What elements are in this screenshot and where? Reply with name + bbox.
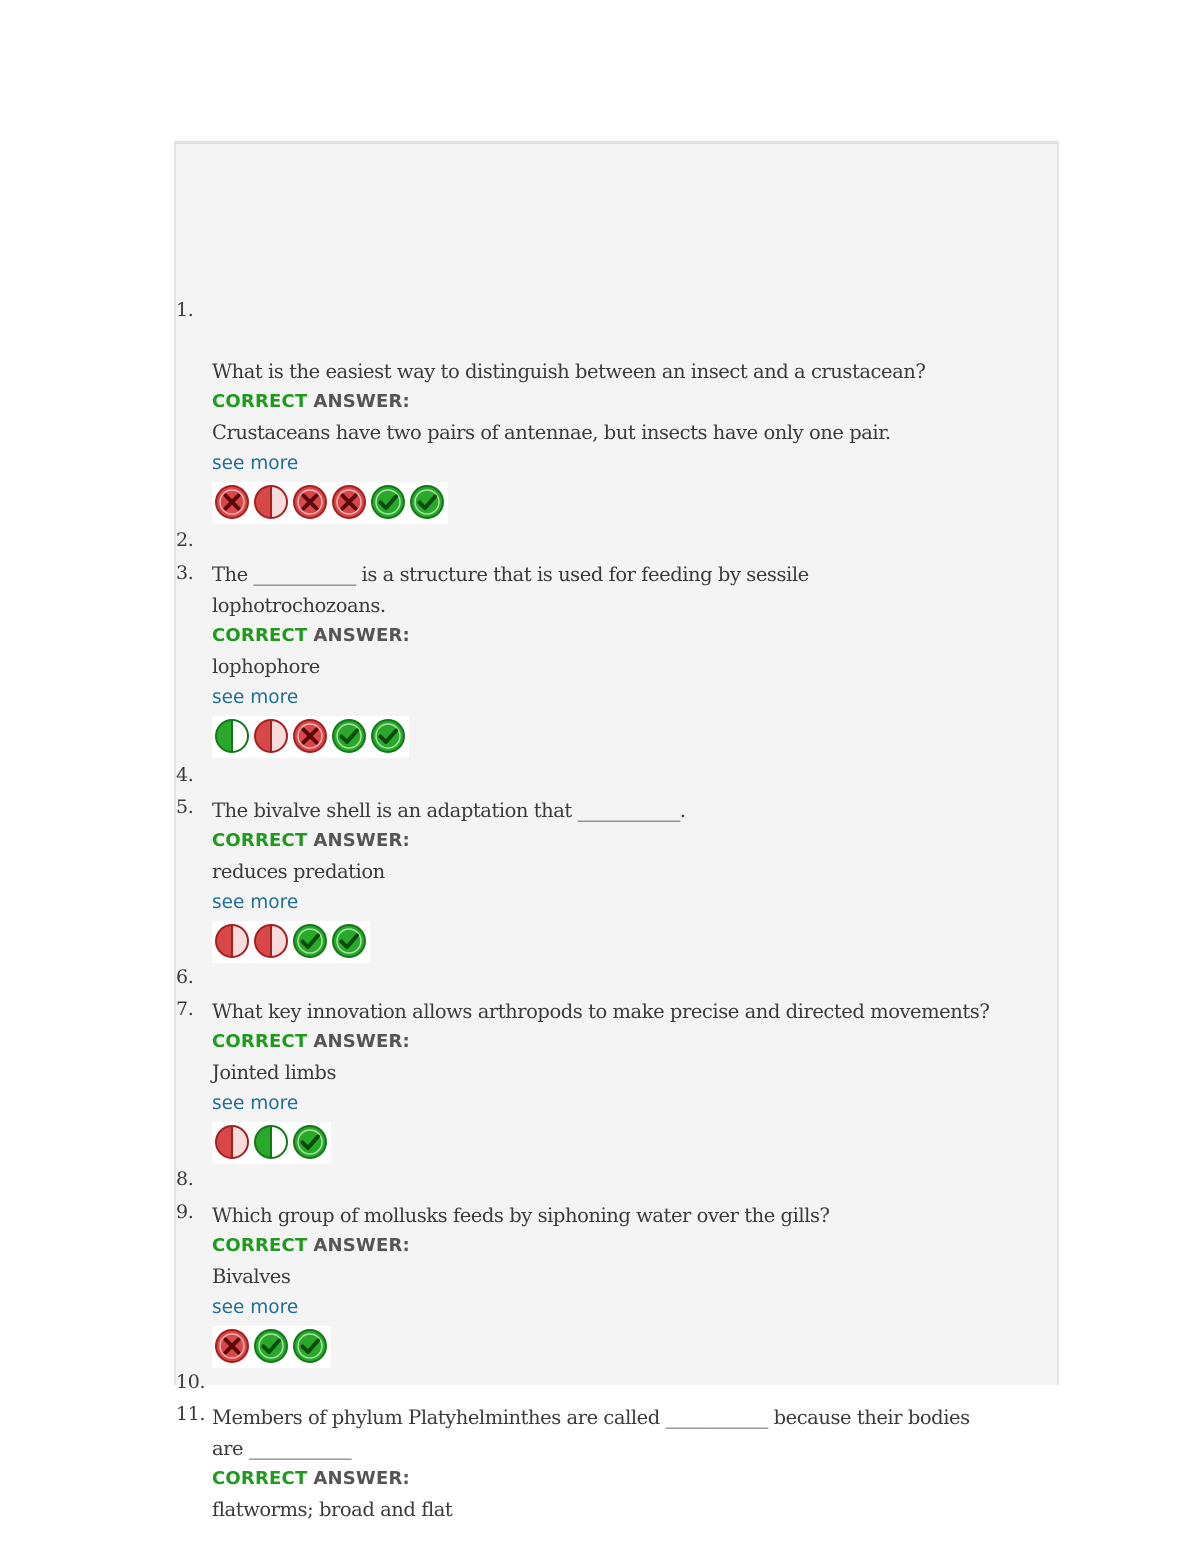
x-red-icon [331, 484, 367, 520]
correct-answer-label [212, 826, 1062, 856]
list-number: 3. [176, 562, 194, 584]
correct-label: CORRECT [212, 1235, 308, 1256]
x-red-icon [214, 484, 250, 520]
half-red-icon [253, 484, 289, 520]
correct-answer-label [212, 1231, 1062, 1261]
answer-text: reduces predation [212, 860, 385, 883]
answer-label: ANSWER: [313, 830, 410, 851]
question-text: What is the easiest way to distinguish between an insect and a crustacean? [212, 360, 926, 383]
list-number: 1. [176, 299, 194, 321]
half-red-icon [253, 718, 289, 754]
half-red-icon [214, 923, 250, 959]
half-red-icon [214, 1124, 250, 1160]
list-number: 7. [176, 998, 194, 1020]
x-red-icon [292, 718, 328, 754]
question-item [212, 1200, 1062, 1368]
check-green-icon [292, 923, 328, 959]
question-text: What key innovation allows arthropods to make precise and directed movements? [212, 1000, 990, 1023]
answer-text: Crustaceans have two pairs of antennae, but insects have only one pair. [212, 421, 891, 444]
list-number: 2. [176, 529, 194, 551]
correct-label: CORRECT [212, 1031, 308, 1052]
answer-text: Bivalves [212, 1265, 291, 1288]
question-item [212, 356, 1062, 524]
list-number: 6. [176, 966, 194, 988]
check-green-icon [409, 484, 445, 520]
check-green-icon [331, 923, 367, 959]
answer-label: ANSWER: [313, 1468, 410, 1489]
list-number: 9. [176, 1201, 194, 1223]
correct-answer-label [212, 1027, 1062, 1057]
correct-label: CORRECT [212, 391, 308, 412]
question-item [212, 559, 1062, 758]
answer-label: ANSWER: [313, 1235, 410, 1256]
question-item [212, 996, 1062, 1164]
question-text: lophotrochozoans. [212, 594, 386, 617]
check-green-icon [370, 484, 406, 520]
result-icons [212, 921, 370, 963]
see-more-link[interactable]: see more [212, 687, 299, 708]
see-more-link[interactable]: see more [212, 892, 299, 913]
correct-answer-label [212, 1464, 1062, 1494]
check-green-icon [370, 718, 406, 754]
check-green-icon [292, 1328, 328, 1364]
see-more-link[interactable]: see more [212, 1297, 299, 1318]
correct-answer-label [212, 387, 1062, 417]
result-icons [212, 482, 448, 524]
correct-label: CORRECT [212, 1468, 308, 1489]
half-green-icon [214, 718, 250, 754]
check-green-icon [331, 718, 367, 754]
correct-label: CORRECT [212, 830, 308, 851]
x-red-icon [214, 1328, 250, 1364]
list-number: 4. [176, 764, 194, 786]
half-red-icon [253, 923, 289, 959]
question-text: are ___________ [212, 1437, 352, 1460]
half-green-icon [253, 1124, 289, 1160]
question-item [212, 795, 1062, 963]
answer-text: Jointed limbs [212, 1061, 337, 1084]
list-number: 10. [176, 1371, 206, 1393]
result-icons [212, 1122, 331, 1164]
question-text: The bivalve shell is an adaptation that ___________. [212, 799, 686, 822]
see-more-link[interactable]: see more [212, 453, 299, 474]
quiz-panel [174, 141, 1059, 1521]
correct-answer-label [212, 621, 1062, 651]
list-number: 11. [176, 1403, 206, 1425]
question-text: The ___________ is a structure that is used for feeding by sessile [212, 563, 809, 586]
question-text: Which group of mollusks feeds by siphoning water over the gills? [212, 1204, 830, 1227]
answer-label: ANSWER: [313, 1031, 410, 1052]
see-more-link[interactable]: see more [212, 1093, 299, 1114]
correct-label: CORRECT [212, 625, 308, 646]
question-item [212, 1402, 1062, 1525]
list-number: 5. [176, 796, 194, 818]
check-green-icon [253, 1328, 289, 1364]
question-text: Members of phylum Platyhelminthes are called ___________ because their bodies [212, 1406, 970, 1429]
check-green-icon [292, 1124, 328, 1160]
answer-text: lophophore [212, 655, 320, 678]
x-red-icon [292, 484, 328, 520]
answer-label: ANSWER: [313, 391, 410, 412]
answer-label: ANSWER: [313, 625, 410, 646]
answer-text: flatworms; broad and flat [212, 1498, 453, 1521]
result-icons [212, 1326, 331, 1368]
result-icons [212, 716, 409, 758]
list-number: 8. [176, 1168, 194, 1190]
